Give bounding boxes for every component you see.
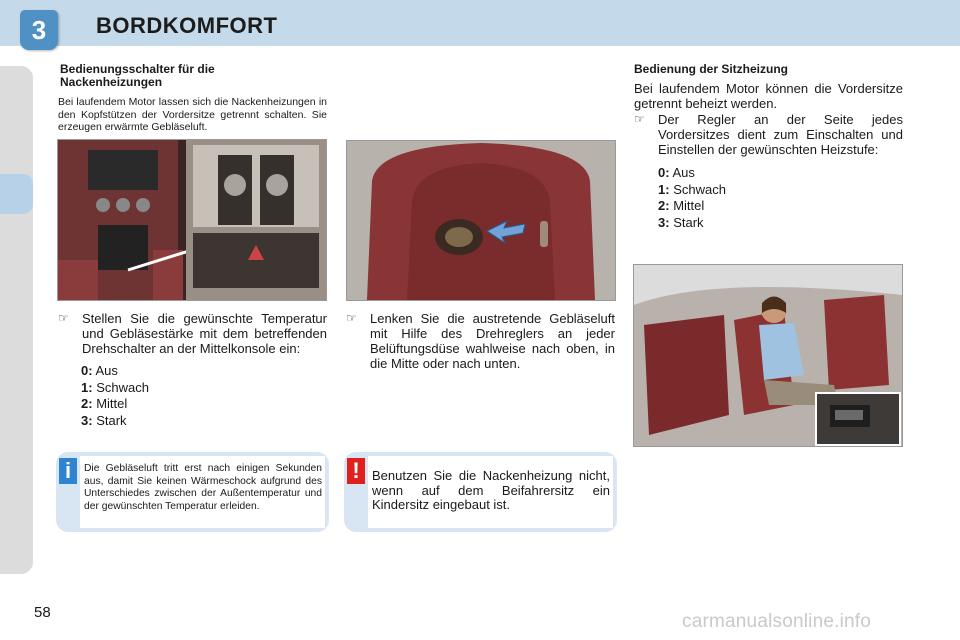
neck-heating-levels bbox=[81, 363, 149, 429]
level-item: 0: Aus bbox=[81, 363, 118, 378]
chapter-badge: 3 bbox=[20, 10, 58, 50]
seat-heating-levels bbox=[658, 165, 726, 231]
headrest-vent-illustration bbox=[347, 141, 615, 300]
warning-note bbox=[344, 452, 617, 532]
page-number: 58 bbox=[34, 604, 51, 621]
photo-headrest-vent bbox=[346, 140, 616, 301]
seat-heating-illustration bbox=[634, 265, 902, 446]
photo-seat-heating bbox=[633, 264, 903, 447]
section-title-neck-heating-controls: Bedienungsschalter für die Nackenheizungen bbox=[60, 62, 215, 89]
level-item: 2: Mittel bbox=[658, 198, 705, 213]
hand-pointer-icon: ☞ bbox=[346, 311, 357, 325]
hand-pointer-icon: ☞ bbox=[58, 311, 69, 325]
bullet-item-set-temperature: ☞ Stellen Sie die gewünschte Temperatur und Gebläsestärke mit dem betreffenden Drehschalter an der Mittelkonsole ein: bbox=[58, 311, 327, 356]
center-console-illustration bbox=[58, 140, 326, 300]
page-title: BORDKOMFORT bbox=[96, 13, 278, 38]
level-item: 1: Schwach bbox=[658, 181, 726, 197]
info-icon: i bbox=[59, 458, 77, 484]
level-item: 1: Schwach bbox=[81, 379, 149, 395]
level-item: 0: Aus bbox=[658, 165, 695, 180]
level-item: 3: Stark bbox=[658, 214, 704, 230]
chapter-tab-marker bbox=[0, 174, 33, 214]
level-item: 3: Stark bbox=[81, 412, 127, 428]
hand-pointer-icon: ☞ bbox=[634, 112, 645, 126]
bullet-item-direct-air: ☞ Lenken Sie die austretende Gebläseluft mit Hilfe des Drehreglers an jeder Belüftungsdüse wahlweise nach oben, in die Mitte oder nach unten. bbox=[346, 311, 615, 371]
warning-icon: ! bbox=[347, 458, 365, 484]
info-note bbox=[56, 452, 329, 532]
section-title-seat-heating: Bedienung der Sitzheizung bbox=[634, 62, 789, 76]
level-item: 2: Mittel bbox=[81, 396, 128, 411]
bullet-item-seat-regulator: ☞ Der Regler an der Seite jedes Vordersitzes dient zum Einschalten und Einstellen der gewünschten Heizstufe: bbox=[634, 112, 903, 157]
neck-heating-intro: Bei laufendem Motor lassen sich die Nackenheizungen in den Kopfstützen der Vordersitze getrennt schalten. Sie erzeugen erwärmte Gebläseluft. bbox=[58, 96, 327, 133]
info-note-text: Die Gebläseluft tritt erst nach einigen Sekunden aus, damit Sie keinen Wärmeschock aufgrund des Unterschiedes zwischen der Außentemperatur und der gewünschten Temperatur erleiden. bbox=[84, 463, 322, 512]
left-margin-strip bbox=[0, 66, 33, 574]
photo-center-console bbox=[57, 139, 327, 301]
warning-note-text: Benutzen Sie die Nackenheizung nicht, wenn auf dem Beifahrersitz ein Kindersitz eingebaut ist. bbox=[372, 468, 610, 512]
seat-heating-intro: Bei laufendem Motor können die Vordersitze getrennt beheizt werden. bbox=[634, 81, 903, 111]
watermark: carmanualsonline.info bbox=[682, 611, 872, 632]
